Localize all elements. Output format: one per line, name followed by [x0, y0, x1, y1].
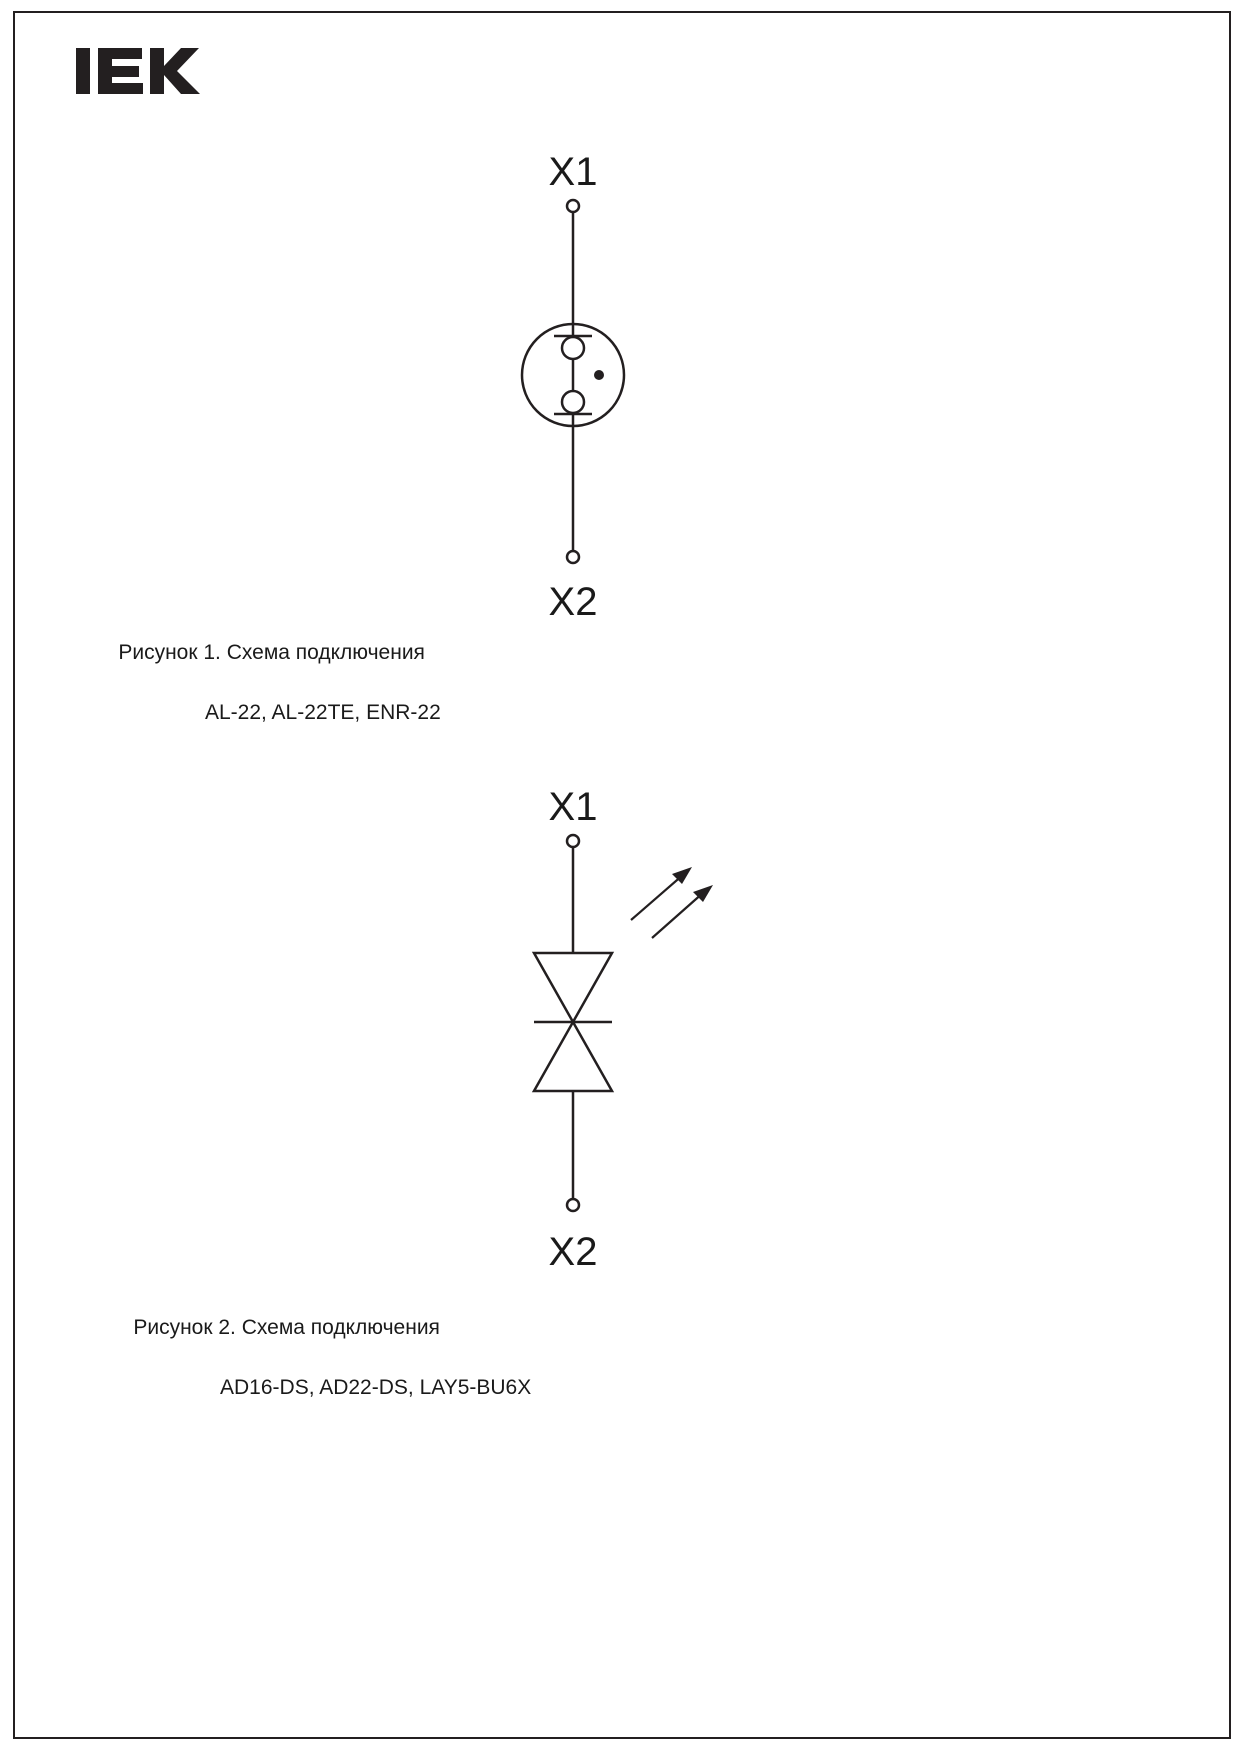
figure-2-terminal-top-node [567, 835, 579, 847]
figure-1-terminal-top-node [567, 200, 579, 212]
figure-1-contact-lower [562, 391, 584, 413]
figure-1-caption-line1: Рисунок 1. Схема подключения [118, 641, 425, 664]
figure-1-caption-line2: AL-22, AL-22TE, ENR-22 [205, 701, 441, 724]
figure-1-dot-marker [594, 370, 604, 380]
figure-2-caption-line2: AD16-DS, AD22-DS, LAY5-BU6X [220, 1376, 532, 1399]
figure-2-emission-arrows [631, 867, 713, 938]
figure-1-caption [95, 608, 441, 788]
figure-1-terminal-bottom-node [567, 551, 579, 563]
figure-2-schematic [430, 760, 760, 1305]
figure-1-schematic [430, 130, 730, 635]
figure-2-caption-line1: Рисунок 2. Схема подключения [133, 1316, 440, 1339]
figure-1-terminal-top-label: X1 [548, 150, 598, 194]
figure-2-caption [110, 1283, 531, 1463]
figure-2-terminal-bottom-node [567, 1199, 579, 1211]
figure-1-contact-upper [562, 337, 584, 359]
figure-1-terminal-bottom-label: X2 [548, 580, 598, 624]
iek-logo [76, 40, 206, 102]
figure-2-diode-triangle-lower [534, 1022, 612, 1091]
figure-2-diode-triangle-upper [534, 953, 612, 1022]
figure-2-terminal-top-label: X1 [548, 785, 598, 829]
figure-2-terminal-bottom-label: X2 [548, 1230, 598, 1274]
